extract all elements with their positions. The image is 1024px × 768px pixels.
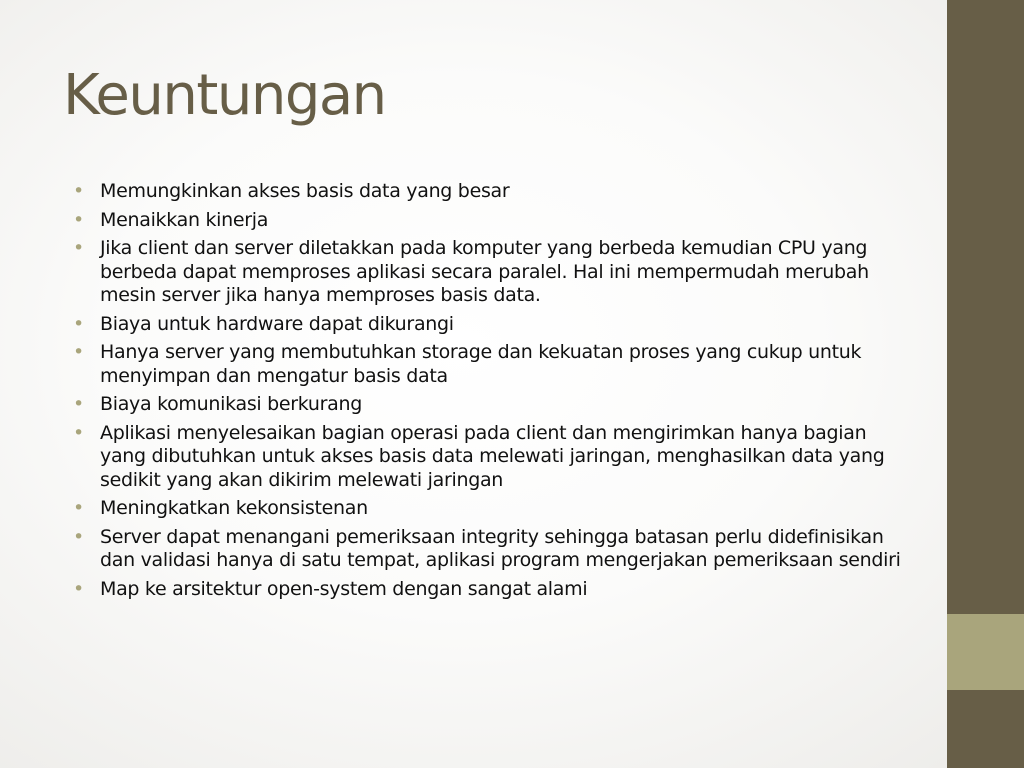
bullet-text: Server dapat menangani pemeriksaan integrity sehingga batasan perlu didefinisikan dan validasi hanya di satu tempat, aplikasi program mengerjakan pemeriksaan sendiri [100, 525, 901, 571]
bullet-text: Menaikkan kinerja [100, 208, 269, 231]
bullet-item [73, 237, 908, 308]
bullet-text: Meningkatkan kekonsistenan [100, 497, 368, 519]
bullet-list [73, 180, 908, 606]
bullet-dot-icon: • [73, 237, 84, 259]
bullet-dot-icon: • [73, 393, 84, 415]
decorative-side-accent [947, 614, 1024, 690]
bullet-dot-icon: • [73, 525, 84, 548]
bullet-item [73, 341, 908, 388]
bullet-text: Memungkinkan akses basis data yang besar [100, 180, 510, 202]
bullet-dot-icon: • [73, 577, 84, 600]
slide-title: Keuntungan [63, 63, 386, 128]
bullet-item [73, 422, 908, 493]
bullet-dot-icon: • [73, 208, 84, 231]
bullet-dot-icon: • [73, 421, 84, 444]
bullet-dot-icon: • [73, 180, 84, 202]
bullet-item [73, 578, 908, 602]
bullet-text: Jika client dan server diletakkan pada komputer yang berbeda kemudian CPU yang berbeda dapat memproses aplikasi secara paralel. Hal ini mempermudah merubah mesin server jika hanya memproses basis data. [100, 237, 869, 306]
bullet-item [73, 393, 908, 417]
bullet-item [73, 313, 908, 337]
bullet-text: Hanya server yang membutuhkan storage dan kekuatan proses yang cukup untuk menyimpan dan mengatur basis data [100, 341, 862, 387]
bullet-text: Aplikasi menyelesaikan bagian operasi pada client dan mengirimkan hanya bagian yang dibutuhkan untuk akses basis data melewati jaringan, menghasilkan data yang sedikit yang akan dikirim melewati jaringan [100, 421, 885, 491]
bullet-dot-icon: • [73, 312, 84, 335]
bullet-text: Biaya untuk hardware dapat dikurangi [100, 312, 454, 335]
bullet-item [73, 209, 908, 233]
bullet-item [73, 180, 908, 204]
bullet-item [73, 526, 908, 573]
bullet-text: Biaya komunikasi berkurang [100, 393, 363, 415]
bullet-dot-icon: • [73, 341, 84, 363]
bullet-dot-icon: • [73, 497, 84, 519]
bullet-item [73, 497, 908, 521]
bullet-text: Map ke arsitektur open-system dengan sangat alami [100, 577, 588, 600]
